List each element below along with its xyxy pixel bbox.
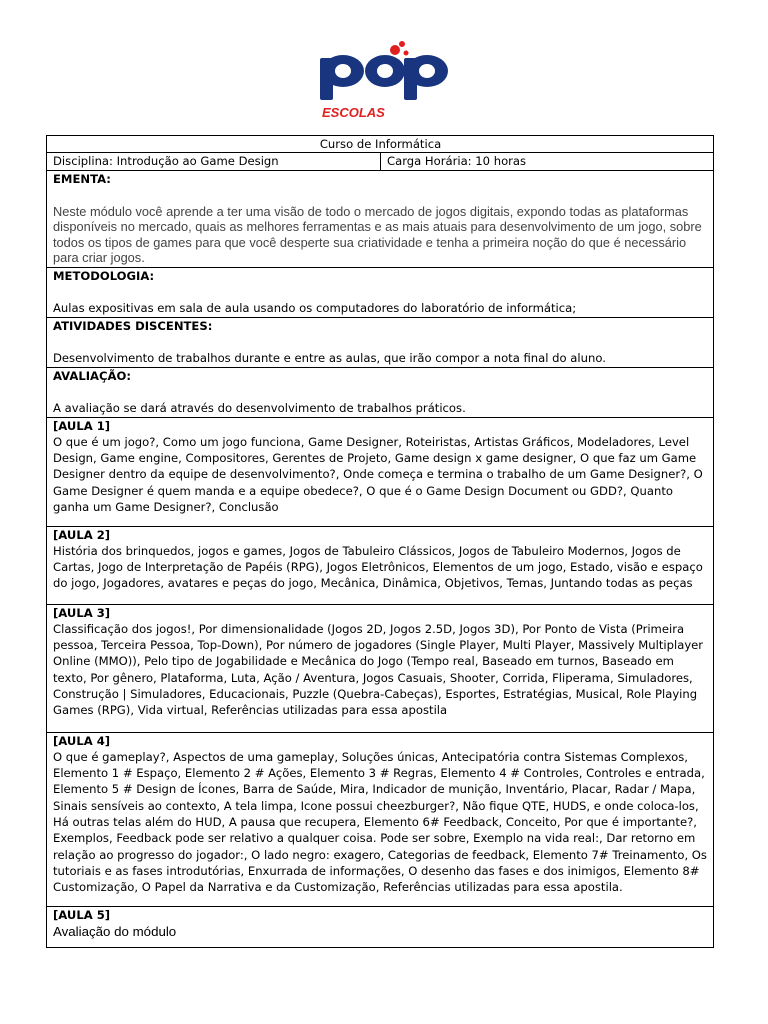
- avaliacao-title: AVALIAÇÃO:: [53, 368, 131, 383]
- atividades-title: ATIVIDADES DISCENTES:: [53, 318, 213, 333]
- metodologia-title: METODOLOGIA:: [53, 268, 155, 283]
- avaliacao-text: A avaliação se dará através do desenvolvimento de trabalhos práticos.: [53, 400, 466, 415]
- aula-3-text: Classificação dos jogos!, Por dimensionalidade (Jogos 2D, Jogos 2.5D, Jogos 3D), Por Ponto de Vista (Primeira pessoa, Terceira Pessoa, Top-Down), Por número de jogadores (Single Player, Multi Player, Massively Multiplayer Online (MMO)), Pelo tipo de Jogabilidade e Mecânica do Jogo (Tempo real, Baseado em turnos, Baseado em texto, Por gênero, Plataforma, Luta, Ação / Aventura, Jogos Casuais, Shooter, Corrida, Fliperama, Simuladores, Construção | Simuladores, Educacionais, Puzzle (Quebra-Cabeças), Esportes, Estratégias, Musical, Role Playing Games (RPG), Vida virtual, Referências utilizadas para essa apostila: [53, 621, 704, 718]
- logo-subtext: ESCOLAS: [322, 105, 385, 120]
- course-plan-table: [46, 135, 714, 948]
- aula-3-title: [AULA 3]: [53, 605, 111, 620]
- discipline: Disciplina: Introdução ao Game Design: [47, 153, 381, 170]
- aula-2-title: [AULA 2]: [53, 527, 111, 542]
- aula-1-text: O que é um jogo?, Como um jogo funciona, Game Designer, Roteiristas, Artistas Gráficos, Modeladores, Level Design, Game engine, Compositores, Gerentes de Projeto, Game design x game designer, O que faz um Game Designer dentro da equipe de desenvolvimento?, Onde começa e termina o trabalho de um Game Designer?, O Game Designer é quem manda e a equipe obedece?, O que é o Game Design Document ou GDD?, Quanto ganha um Game Designer?, Conclusão: [53, 434, 703, 515]
- aula-5-text: Avaliação do módulo: [53, 923, 177, 939]
- ementa-title: EMENTA:: [53, 171, 111, 186]
- pop-escolas-logo: [316, 40, 454, 120]
- ementa-text: Neste módulo você aprende a ter uma visão de todo o mercado de jogos digitais, expondo todas as plataformas disponíveis no mercado, quais as melhores ferramentas e as mais atuais para desenvolvimento de um jogo, sobre todos os tipos de games para que você desperte sua criatividade e tenha a primeira noção do que é necessário para criar jogos.: [53, 203, 702, 266]
- aula-4-title: [AULA 4]: [53, 733, 111, 748]
- course-title: Curso de Informática: [47, 136, 714, 153]
- atividades-text: Desenvolvimento de trabalhos durante e entre as aulas, que irão compor a nota final do aluno.: [53, 350, 606, 365]
- aula-5-title: [AULA 5]: [53, 907, 111, 922]
- aula-4-text: O que é gameplay?, Aspectos de uma gameplay, Soluções únicas, Antecipatória contra Sistemas Complexos, Elemento 1 # Espaço, Elemento 2 # Ações, Elemento 3 # Regras, Elemento 4 # Controles, Controles e entrada, Elemento 5 # Design de Ícones, Barra de Saúde, Mira, Indicador de munição, Inventário, Placar, Radar / Mapa, Sinais sensíveis ao contexto, A tela limpa, Icone possui cheezburger?, Não fique QTE, HUDS, e onde coloca-los, Há outras telas além do HUD, A pausa que recupera, Elemento 6# Feedback, Conceito, Por que é importante?, Exemplos, Feedback pode ser relativo a qualquer coisa. Pode ser sobre, Exemplo na vida real:, Dar retorno em relação ao progresso do jogador:, O lado negro: exagero, Categorias de feedback, Elemento 7# Treinamento, Os tutoriais e as fases introdutórias, Enxurrada de informações, O desenho das fases e dos inimigos, Elemento 8# Customização, O Papel da Narrativa e da Customização, Referências utilizadas para essa apostila.: [53, 749, 707, 895]
- aula-1-title: [AULA 1]: [53, 418, 111, 433]
- metodologia-text: Aulas expositivas em sala de aula usando os computadores do laboratório de informática;: [53, 300, 577, 315]
- aula-2-text: História dos brinquedos, jogos e games, Jogos de Tabuleiro Clássicos, Jogos de Tabuleiro Modernos, Jogos de Cartas, Jogo de Interpretação de Papéis (RPG), Jogos Eletrônicos, Elementos de um jogo, Estado, visão e espaço do jogo, Jogadores, avatares e peças do jogo, Mecânica, Dinâmica, Objetivos, Temas, Juntando todas as peças: [53, 543, 703, 591]
- workload: Carga Horária: 10 horas: [381, 153, 714, 170]
